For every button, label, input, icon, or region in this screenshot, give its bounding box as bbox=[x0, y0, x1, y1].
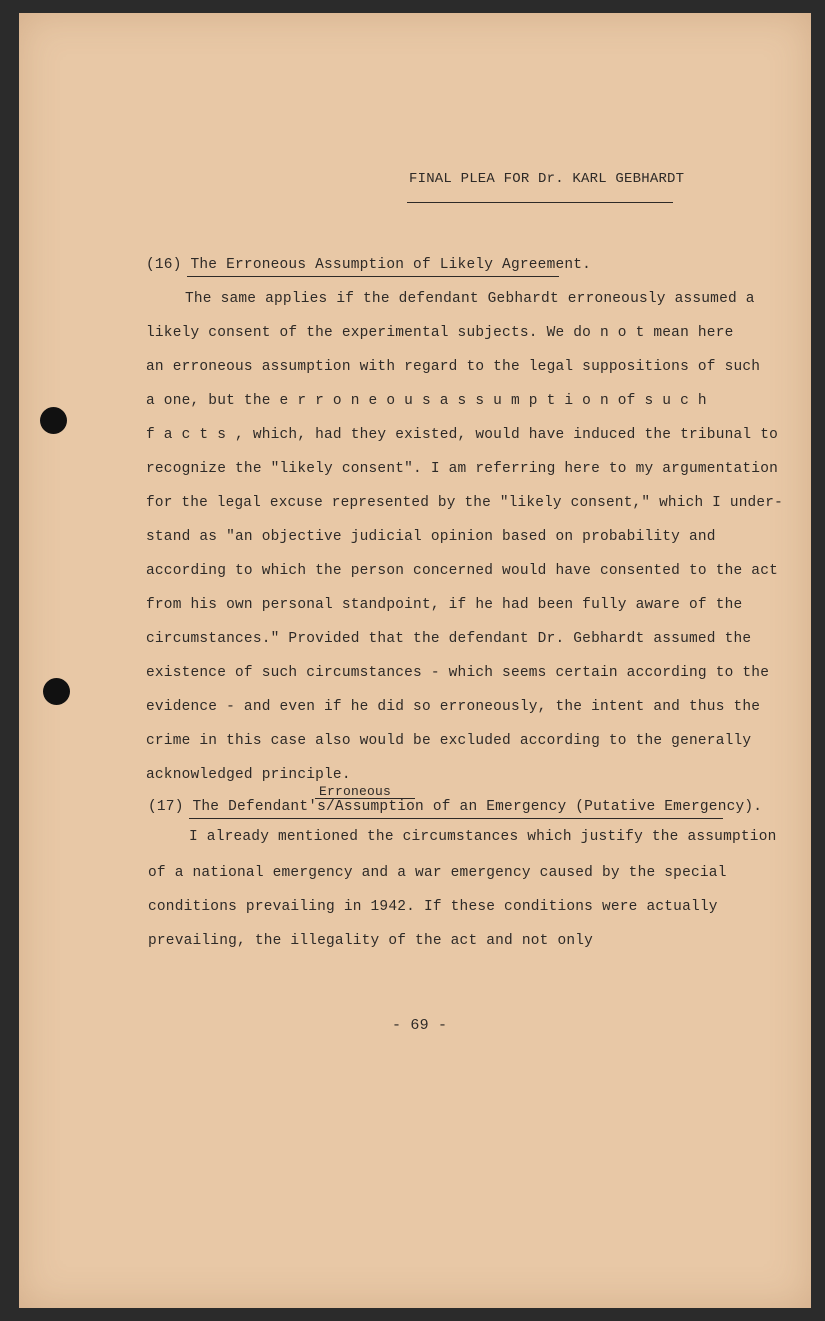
section-16-line: f a c t s , which, had they existed, would have induced the tribunal to bbox=[146, 427, 779, 443]
section-17-line: prevailing, the illegality of the act and not only bbox=[148, 933, 594, 949]
section-16-heading: (16) The Erroneous Assumption of Likely Agreement. bbox=[146, 257, 592, 273]
document-header: FINAL PLEA FOR Dr. KARL GEBHARDT bbox=[409, 171, 685, 187]
section-16-line: existence of such circumstances - which seems certain according to the bbox=[146, 665, 770, 681]
section-17-line: I already mentioned the circumstances which justify the assumption bbox=[189, 829, 777, 845]
header-underline bbox=[407, 202, 673, 203]
handwritten-insertion: Erroneous bbox=[319, 784, 392, 799]
section-16-line: stand as "an objective judicial opinion based on probability and bbox=[146, 529, 716, 545]
section-16-line: an erroneous assumption with regard to the legal suppositions of such bbox=[146, 359, 761, 375]
section-16-underline bbox=[187, 276, 559, 277]
section-17-heading: (17) The Defendant's/Assumption of an Emergency (Putative Emergency). bbox=[148, 799, 763, 815]
section-16-line: crime in this case also would be excluded according to the generally bbox=[146, 733, 752, 749]
section-16-line: recognize the "likely consent". I am referring here to my argumentation bbox=[146, 461, 779, 477]
section-16-line: a one, but the e r r o n e o u s a s s u m p t i o n of s u c h bbox=[146, 393, 707, 409]
section-17-line: conditions prevailing in 1942. If these conditions were actually bbox=[148, 899, 718, 915]
page-number: - 69 - bbox=[392, 1017, 448, 1034]
section-16-line: acknowledged principle. bbox=[146, 767, 351, 783]
section-16-line: evidence - and even if he did so erroneously, the intent and thus the bbox=[146, 699, 761, 715]
section-17-line: of a national emergency and a war emergency caused by the special bbox=[148, 865, 727, 881]
document-page bbox=[19, 13, 811, 1308]
section-17-underline bbox=[189, 818, 723, 819]
punch-hole-top bbox=[40, 407, 67, 434]
section-16-line: The same applies if the defendant Gebhardt erroneously assumed a bbox=[185, 291, 755, 307]
section-16-line: circumstances." Provided that the defendant Dr. Gebhardt assumed the bbox=[146, 631, 752, 647]
section-16-line: for the legal excuse represented by the "likely consent," which I under- bbox=[146, 495, 783, 511]
section-16-line: likely consent of the experimental subjects. We do n o t mean here bbox=[146, 325, 734, 341]
section-16-line: according to which the person concerned would have consented to the act bbox=[146, 563, 779, 579]
section-16-line: from his own personal standpoint, if he had been fully aware of the bbox=[146, 597, 743, 613]
punch-hole-bottom bbox=[43, 678, 70, 705]
